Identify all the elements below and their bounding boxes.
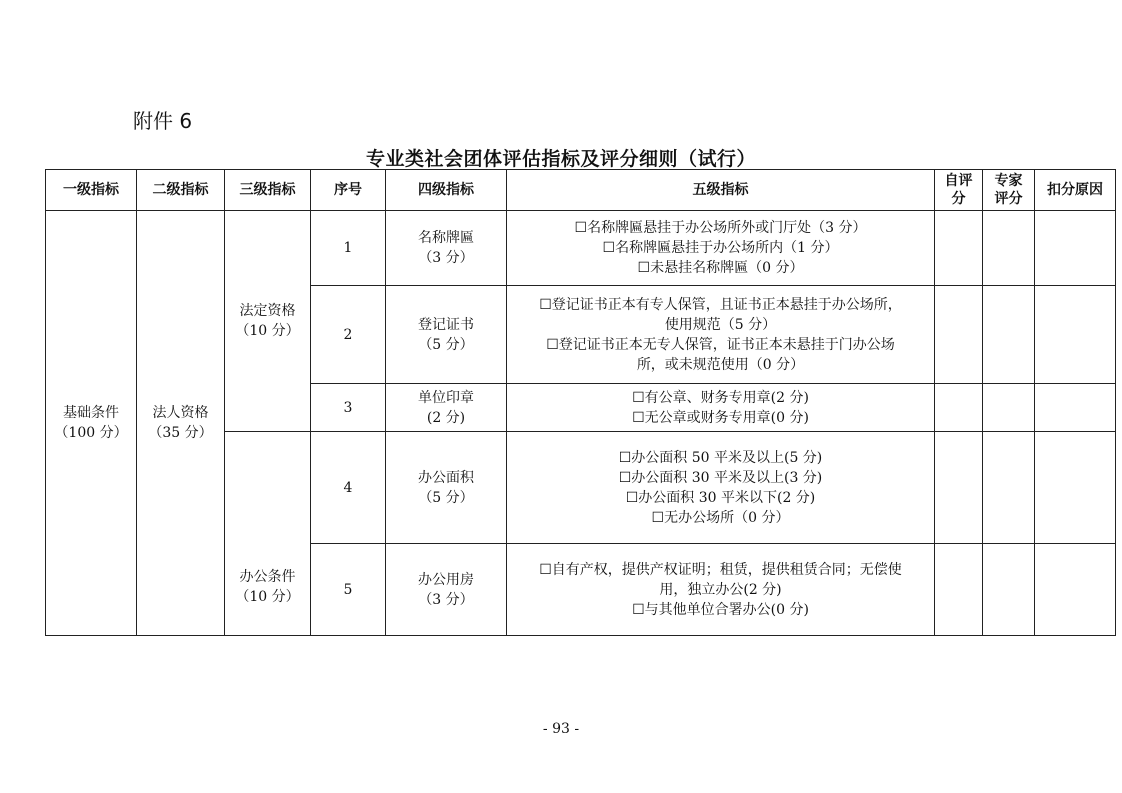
level4-score: （3 分） — [418, 250, 474, 266]
evaluation-table — [45, 169, 1116, 636]
level3-score: （10 分） — [235, 323, 300, 339]
level5-cell — [507, 384, 935, 432]
header-self-score-line2: 分 — [951, 191, 966, 207]
header-self-score-line1: 自评 — [944, 173, 973, 189]
level5-item: ☐有公章、财务专用章(2 分) — [632, 389, 809, 406]
seq-cell: 4 — [311, 432, 386, 544]
level3-cell — [225, 211, 311, 432]
seq-cell: 3 — [311, 384, 386, 432]
level2-name: 法人资格 — [152, 405, 209, 421]
header-level4: 四级指标 — [386, 170, 507, 211]
expert-score-cell[interactable] — [983, 544, 1035, 636]
level5-item: ☐无公章或财务专用章(0 分) — [632, 409, 809, 426]
level5-item: 用，独立办公(2 分) — [659, 581, 782, 598]
deduction-reason-cell[interactable] — [1035, 384, 1116, 432]
level4-cell — [386, 211, 507, 286]
level4-name: 办公面积 — [418, 469, 474, 486]
seq-cell: 1 — [311, 211, 386, 286]
level3-cell — [225, 432, 311, 636]
level5-item: 使用规范（5 分） — [664, 316, 777, 333]
table-row — [46, 211, 1116, 286]
level5-item: ☐办公面积 30 平米及以上(3 分) — [618, 469, 823, 486]
header-level1: 一级指标 — [46, 170, 137, 211]
level4-score: (2 分) — [426, 409, 466, 426]
self-score-cell[interactable] — [935, 544, 983, 636]
level4-name: 办公用房 — [418, 571, 474, 588]
level5-item: 所，或未规范使用（0 分） — [636, 356, 805, 373]
deduction-reason-cell[interactable] — [1035, 211, 1116, 286]
level4-score: （5 分） — [418, 489, 474, 506]
header-level2: 二级指标 — [137, 170, 225, 211]
seq-cell: 2 — [311, 286, 386, 384]
level5-item: ☐与其他单位合署办公(0 分) — [632, 601, 809, 618]
level5-cell — [507, 211, 935, 286]
level5-item: ☐办公面积 30 平米以下(2 分) — [625, 489, 816, 506]
seq-cell: 5 — [311, 544, 386, 636]
level5-item: ☐登记证书正本有专人保管，且证书正本悬挂于办公场所， — [539, 296, 902, 313]
self-score-cell[interactable] — [935, 286, 983, 384]
level2-cell — [137, 211, 225, 636]
level1-score: （100 分） — [54, 425, 128, 441]
page-number: - 93 - — [542, 721, 580, 737]
level4-cell — [386, 286, 507, 384]
level3-name: 办公条件 — [239, 569, 296, 585]
header-level3: 三级指标 — [225, 170, 311, 211]
level5-item: ☐办公面积 50 平米及以上(5 分) — [618, 449, 823, 466]
deduction-reason-cell[interactable] — [1035, 432, 1116, 544]
self-score-cell[interactable] — [935, 384, 983, 432]
level5-cell — [507, 286, 935, 384]
level5-item: ☐自有产权，提供产权证明；租赁，提供租赁合同；无偿使 — [539, 561, 902, 578]
level4-cell — [386, 544, 507, 636]
level1-name: 基础条件 — [63, 405, 119, 421]
deduction-reason-cell[interactable] — [1035, 286, 1116, 384]
level3-name: 法定资格 — [239, 303, 296, 319]
level4-cell — [386, 432, 507, 544]
level4-name: 名称牌匾 — [418, 230, 474, 246]
level4-cell — [386, 384, 507, 432]
level3-score: （10 分） — [235, 589, 300, 605]
level5-cell — [507, 432, 935, 544]
level5-item: ☐未悬挂名称牌匾（0 分） — [637, 260, 804, 276]
header-expert-score-line2: 评分 — [994, 191, 1023, 207]
self-score-cell[interactable] — [935, 432, 983, 544]
header-seq: 序号 — [311, 170, 386, 211]
level5-item: ☐名称牌匾悬挂于办公场所外或门厅处（3 分） — [574, 220, 867, 236]
level4-score: （3 分） — [418, 591, 474, 608]
level5-item: ☐名称牌匾悬挂于办公场所内（1 分） — [602, 240, 839, 256]
level5-item: ☐登记证书正本无专人保管，证书正本未悬挂于门办公场 — [546, 336, 895, 353]
level5-cell — [507, 544, 935, 636]
header-expert-score-line1: 专家 — [994, 173, 1023, 189]
deduction-reason-cell[interactable] — [1035, 544, 1116, 636]
header-deduction-reason: 扣分原因 — [1035, 170, 1116, 211]
header-self-score — [935, 170, 983, 211]
expert-score-cell[interactable] — [983, 211, 1035, 286]
document-title: 专业类社会团体评估指标及评分细则（试行） — [365, 148, 756, 170]
level4-name: 登记证书 — [418, 316, 474, 333]
header-level5: 五级指标 — [507, 170, 935, 211]
level4-score: （5 分） — [418, 336, 474, 353]
header-expert-score — [983, 170, 1035, 211]
level4-name: 单位印章 — [418, 389, 474, 406]
self-score-cell[interactable] — [935, 211, 983, 286]
level1-cell — [46, 211, 137, 636]
expert-score-cell[interactable] — [983, 384, 1035, 432]
expert-score-cell[interactable] — [983, 432, 1035, 544]
expert-score-cell[interactable] — [983, 286, 1035, 384]
level2-score: （35 分） — [148, 425, 213, 441]
attachment-label: 附件 6 — [133, 109, 193, 133]
header-row — [46, 170, 1116, 211]
level5-item: ☐无办公场所（0 分） — [651, 509, 790, 526]
